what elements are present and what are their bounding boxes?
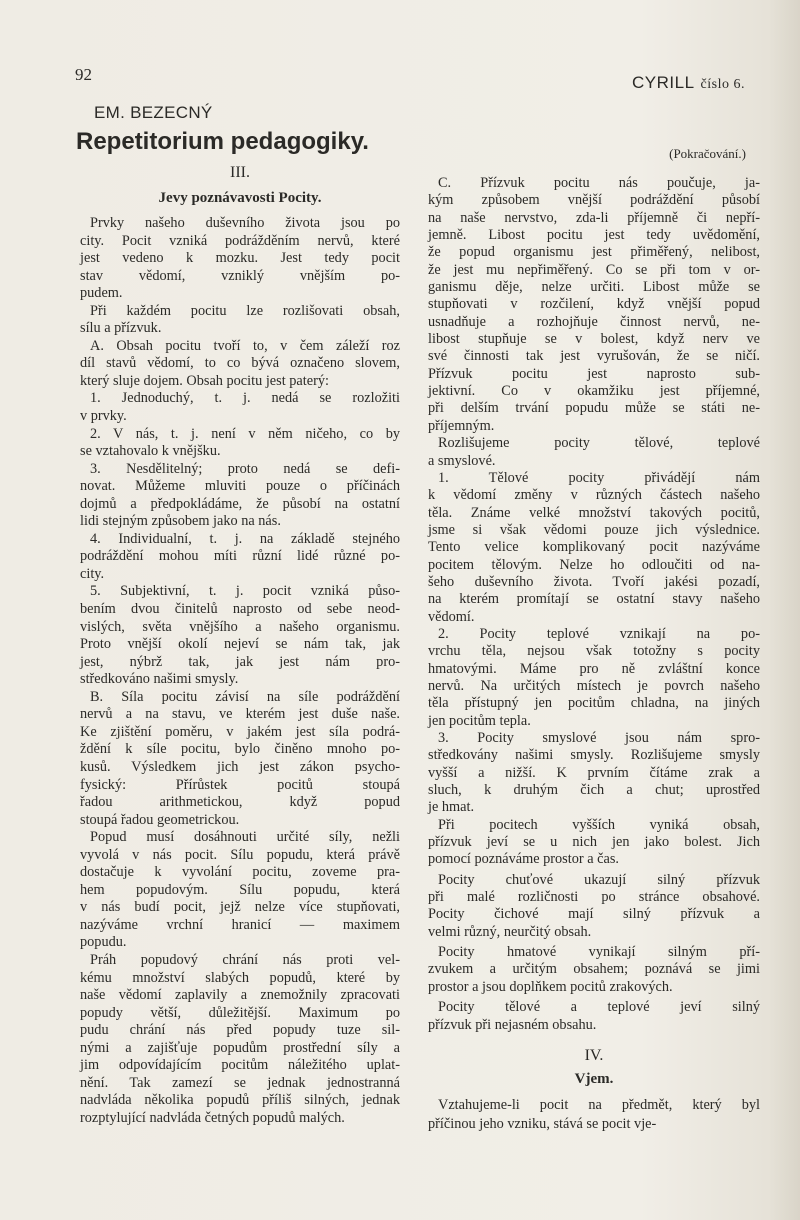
- section-heading: Vjem.: [574, 1071, 614, 1087]
- paragraph: [80, 689, 400, 829]
- text-line: novat. Můžeme mluviti pouze o příčinách: [80, 478, 400, 495]
- text-line: Při každém pocitu lze rozlišovati obsah,: [90, 302, 400, 319]
- text-line: 3. Nesdělitelný; proto nedá se defi-: [90, 460, 400, 477]
- text-line: v nás budí pocit, jejž nelze více stupňovati,: [80, 899, 400, 916]
- right-column: [428, 175, 760, 1034]
- paragraph: [428, 944, 760, 996]
- journal-name: CYRILL: [632, 73, 695, 92]
- text-line: kému množství slabých popudů, které by: [80, 969, 400, 986]
- text-line: těla. Známe velké množství takových pocitů,: [428, 504, 760, 521]
- text-line: stoupá řadou geometrickou.: [80, 811, 240, 828]
- text-line: středkováno našimi smysly.: [80, 671, 239, 688]
- paragraph: [428, 872, 760, 941]
- text-line: se vztahovalo k vnějšku.: [80, 443, 221, 460]
- paragraph: [428, 470, 760, 626]
- text-line: nervů a na stavu, ve kterém jest duše naše.: [80, 706, 400, 723]
- text-line: Práh popudový chrání nás proti vel-: [90, 951, 400, 968]
- text-line: při delším trvání popudu může se státi ne-: [428, 400, 760, 417]
- text-line: Popud musí dosáhnouti určité síly, nežli: [90, 829, 400, 846]
- text-line: 5. Subjektivní, t. j. pocit vzniká půso-: [90, 583, 400, 600]
- text-line: kým způsobem vnější podráždění působí: [428, 192, 760, 209]
- paragraph: [428, 817, 760, 869]
- issue-number: číslo 6.: [700, 77, 745, 92]
- text-line: přízvuk při nejasném obsahu.: [428, 1016, 597, 1033]
- text-line: jektivní. Co v okamžiku jest příjemné,: [428, 383, 760, 400]
- section4-text: [428, 1096, 760, 1134]
- text-line: jim odpovídajícím pocitům náležitého uplat-: [80, 1057, 400, 1074]
- paragraph: [80, 390, 400, 425]
- page-number: 92: [75, 65, 92, 84]
- text-line: libost stupňuje se v bolest, když nerv ve: [428, 331, 760, 348]
- text-line: 3. Pocity smyslové jsou nám spro-: [438, 730, 760, 746]
- text-line: že popud organismu jest přiměřený, nelibost,: [428, 244, 760, 261]
- text-line: že jest mu nepřiměřený. Co se při tom v or-: [428, 261, 760, 278]
- paragraph: [80, 829, 400, 952]
- text-line: příčinou jeho vzniku, stává se pocit vje-: [428, 1116, 657, 1132]
- text-line: 1. Tělové pocity přivádějí nám: [438, 469, 760, 486]
- text-line: Prvky našeho duševního života jsou po: [90, 215, 400, 231]
- text-line: Pocity hmatové vynikají silným pří-: [438, 944, 760, 961]
- paragraph: [80, 531, 400, 584]
- text-line: pudem.: [80, 285, 123, 302]
- section-heading: Jevy poznávavosti Pocity.: [158, 190, 322, 206]
- text-line: pudu chrání nás před popudy tuze sil-: [80, 1022, 400, 1039]
- text-line: 1. Jednoduchý, t. j. nedá se rozložiti: [90, 390, 400, 407]
- text-line: stav vědomí, vzniklý vnějším po-: [80, 267, 400, 284]
- text-line: středkovány našimi smysly. Rozlišujeme smysly: [428, 747, 760, 764]
- text-line: Přízvuk pocitu jest naprosto sub-: [428, 365, 760, 382]
- paragraph: [428, 175, 760, 435]
- paragraph: [428, 435, 760, 470]
- article-author: EM. BEZECNÝ: [94, 103, 213, 122]
- text-line: Rozlišujeme pocity tělové, teplové: [438, 435, 760, 452]
- continued-note: (Pokračování.): [669, 146, 746, 161]
- text-line: velmi různý, neurčitý obsah.: [428, 923, 592, 940]
- text-line: stupňovati v rozčilení, když vnější popud: [428, 296, 760, 313]
- text-line: ždění k síle pocitu, bylo činěno mnoho po-: [80, 741, 400, 758]
- running-head: [632, 73, 745, 93]
- section-numeral: IV.: [584, 1047, 604, 1064]
- text-line: přízvuk jeví se u nich jen jako bolest. Jich: [428, 834, 760, 851]
- text-line: usnadňuje a rozhojňuje činnost nervů, ne-: [428, 313, 760, 330]
- text-line: sílu a přízvuk.: [80, 320, 162, 337]
- text-line: Při pocitech vyšších vyniká obsah,: [438, 816, 760, 833]
- text-line: A. Obsah pocitu tvoří to, v čem záleží roz: [90, 337, 400, 354]
- text-line: sluch, k druhým čich a chut; uprostřed: [428, 782, 760, 799]
- paragraph: [80, 583, 400, 688]
- text-line: pocitem tělovým. Nelze ho odloučiti od na-: [428, 556, 760, 573]
- text-line: bením dvou činitelů naprosto od sebe neod-: [80, 601, 400, 618]
- text-line: šeho duševního života. Tvoří jakési pozadí,: [428, 573, 760, 590]
- text-line: nadvláda několika popudů příliš silných, jednak: [80, 1092, 400, 1109]
- text-line: nění. Tak zamezí se jednak jednostranná: [80, 1074, 400, 1091]
- text-line: rozptylující nadvláda četných popudů malých.: [80, 1109, 345, 1126]
- text-line: který sluje dojem. Obsah pocitu jest paterý:: [80, 372, 329, 389]
- text-line: těla přístupný jen pocitům chladna, na jiných: [428, 695, 760, 712]
- paragraph: [428, 1096, 760, 1134]
- text-line: jest vedeno k mozku. Jest tedy pocit: [80, 250, 400, 267]
- paragraph: [80, 952, 400, 1127]
- text-line: své činnosti tak jest vyrušován, že se ničí.: [428, 348, 760, 365]
- text-line: Pocity čichové mají silný přízvuk a: [428, 906, 760, 923]
- text-line: při malé rozličnosti po stránce obsahové.: [428, 889, 760, 906]
- text-line: jest, nýbrž tak, jak jest nám pro-: [80, 653, 400, 670]
- text-line: vyvolá v nás pocit. Sílu popudu, která právě: [80, 846, 400, 863]
- article-title: Repetitorium pedagogiky.: [76, 128, 369, 155]
- text-line: kusů. Výsledkem jich jest zákon psycho-: [80, 758, 400, 775]
- text-line: dostačuje k vyvolání pocitu, zoveme pra-: [80, 864, 400, 881]
- text-line: C. Přízvuk pocitu nás poučuje, ja-: [438, 175, 760, 191]
- text-line: nazýváme vrchní hranicí — maximem: [80, 916, 400, 933]
- text-line: city. Pocit vzniká podrážděním nervů, které: [80, 232, 400, 249]
- text-line: vyšší a nižší. K prvním čítáme zrak a: [428, 764, 760, 781]
- paragraph: [80, 215, 400, 303]
- text-line: Pocity tělové a teplové jeví silný: [438, 999, 760, 1016]
- text-line: je hmat.: [428, 799, 475, 816]
- text-line: řadou arithmetickou, když popud: [80, 794, 400, 811]
- text-line: podráždění mohou míti různí lidé různé po-: [80, 548, 400, 565]
- text-line: nými a zajišťuje popudům prostřední síly a: [80, 1039, 400, 1056]
- text-line: hem popudovým. Sílu popudu, která: [80, 881, 400, 898]
- paragraph: [80, 426, 400, 461]
- text-line: vrchu těla, nejsou však totožny s pocity: [428, 643, 760, 660]
- text-line: k vědomí změny v různých částech našeho: [428, 487, 760, 504]
- text-line: jemně. Libost pocitu jest tedy uvědomění,: [428, 227, 760, 244]
- text-line: popudy větší, důležitější. Maximum po: [80, 1004, 400, 1021]
- left-column: [80, 215, 400, 1127]
- text-line: prostor a jsou doplňkem pocitů zrakových.: [428, 978, 673, 995]
- paragraph: [428, 626, 760, 730]
- paragraph: [428, 730, 760, 817]
- paragraph: [80, 461, 400, 531]
- text-line: zvukem a určitým obsahem; poznává se jimi: [428, 961, 760, 978]
- paragraph: [428, 999, 760, 1034]
- text-line: pomocí poznáváme prostor a čas.: [428, 851, 619, 868]
- text-line: Proto vnější okolí nejeví se nám tak, jak: [80, 636, 400, 653]
- text-line: Ke zjištění poměru, v jakém jest síla podrá-: [80, 723, 400, 740]
- text-line: nervů. Na určitých místech je povrch našeho: [428, 677, 760, 694]
- text-line: jen pocitům tepla.: [428, 712, 531, 729]
- paragraph: [80, 303, 400, 338]
- text-line: příjemným.: [428, 417, 495, 434]
- text-line: 2. V nás, t. j. není v něm ničeho, co by: [90, 425, 400, 442]
- text-line: lidi stejným způsobem jako na nás.: [80, 513, 281, 530]
- text-line: 4. Individualní, t. j. na základě stejného: [90, 530, 400, 547]
- text-line: jsme si však vědomi pouze jich výslednice.: [428, 521, 760, 538]
- text-line: Vztahujeme-li pocit na předmět, který byl: [438, 1097, 760, 1113]
- text-line: 2. Pocity teplové vznikají na po-: [438, 625, 760, 642]
- text-line: Tento velice komplikovaný pocit nazýváme: [428, 539, 760, 556]
- text-line: hmatovými. Máme pro ně zvláštní konce: [428, 660, 760, 677]
- text-line: ganismu děje, nelze určiti. Libost může se: [428, 279, 760, 296]
- text-line: vislých, světa vnějšího a našeho organismu.: [80, 618, 400, 635]
- paragraph: [80, 338, 400, 391]
- text-line: fysický: Přírůstek pocitů stoupá: [80, 776, 400, 793]
- text-line: Pocity chuťové ukazují silný přízvuk: [438, 871, 760, 888]
- text-line: popudu.: [80, 934, 127, 951]
- text-line: a smyslové.: [428, 452, 496, 469]
- text-line: dojmů a předpokládáme, že působí na ostatní: [80, 495, 400, 512]
- text-line: naše vědomí zaplavily a znemožnily zpracovati: [80, 987, 400, 1004]
- text-line: B. Síla pocitu závisí na síle podráždění: [90, 688, 400, 705]
- text-line: na naše nervstvo, zda-li příjemně či nepří-: [428, 209, 760, 226]
- text-line: na kterém promítají se ostatní stavy našeho: [428, 591, 760, 608]
- section-numeral: III.: [230, 164, 250, 181]
- text-line: díl stavů vědomí, to co bývá označeno slovem,: [80, 355, 400, 372]
- text-line: v prvky.: [80, 408, 127, 425]
- text-line: vědomí.: [428, 608, 475, 625]
- text-line: city.: [80, 565, 105, 582]
